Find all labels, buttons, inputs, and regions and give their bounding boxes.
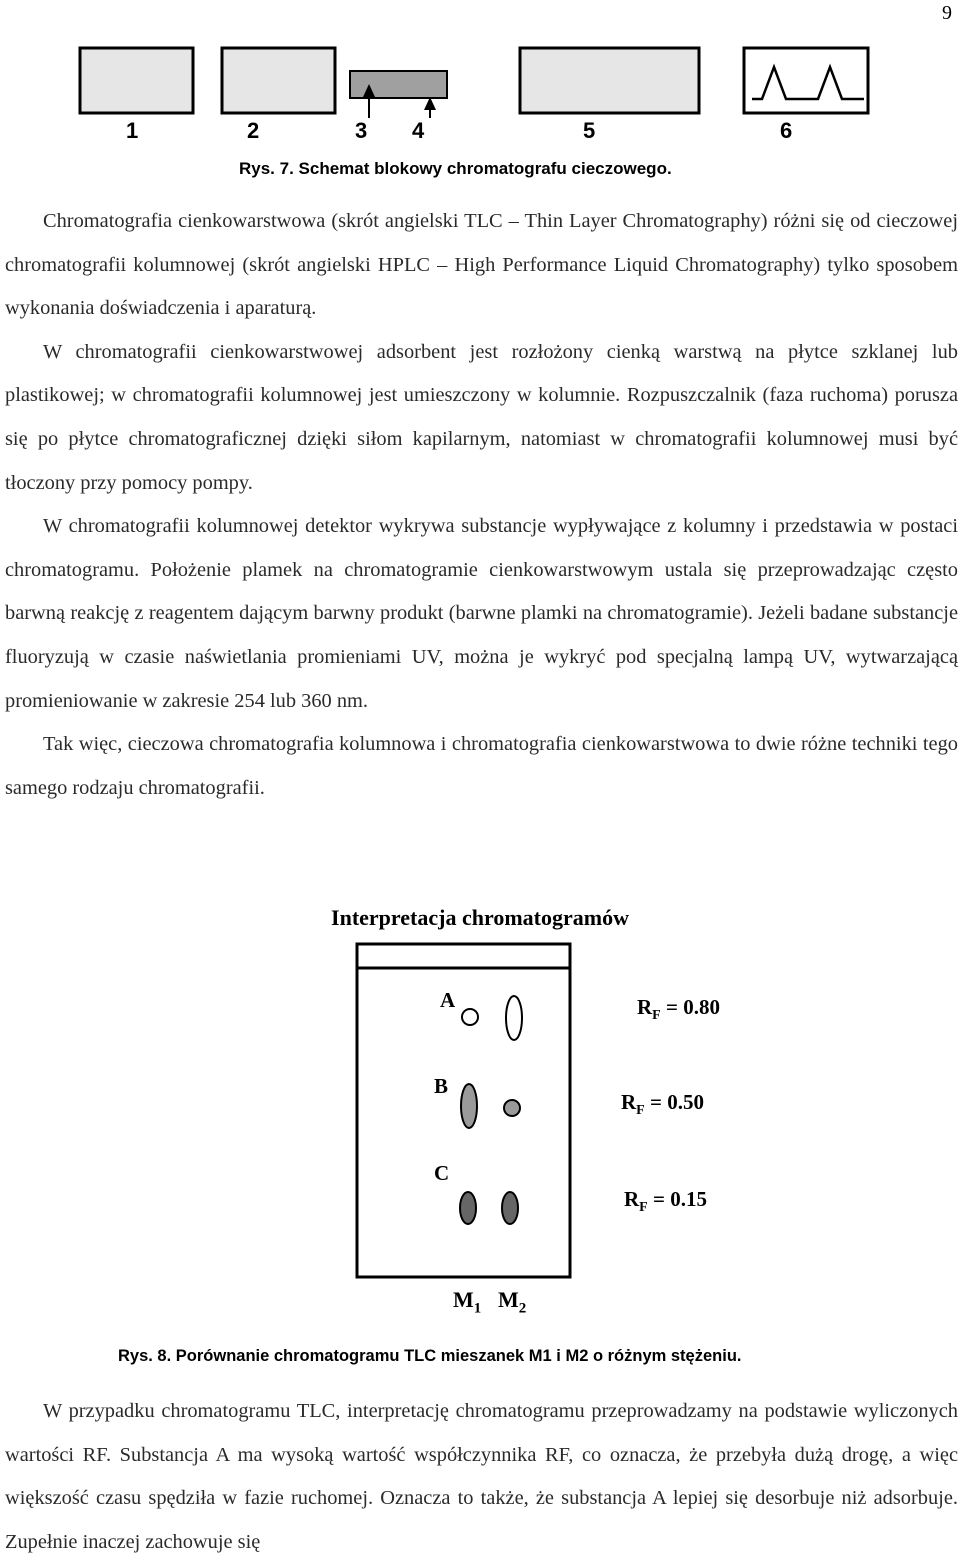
rf-label-b: $R_F = 0.50$ [621,1090,704,1119]
block-label-4: 4 [412,118,425,143]
body-text [5,200,958,810]
spot-a-m1 [462,1009,478,1025]
paragraph-1: Chromatografia cienkowarstwowa (skrót angielski TLC – Thin Layer Chromatography) różni się od cieczowej chromatografii kolumnowej (skrót angielski HPLC – High Performance Liquid Chromatography) tylko sposobem wykonania doświadczenia i aparaturą. [5,210,958,320]
block-diagram [0,0,960,200]
rf-label-a: $R_F = 0.80$ [637,995,720,1024]
paragraph-3: W chromatografii kolumnowej detektor wykrywa substancje wypływające z kolumny i przedstawia w postaci chromatogramu. Położenie plamek na chromatogramie cienkowarstwowym ustala się przeprowadzając często barwną reakcję z reagentem dającym barwny produkt (barwne plamki na chromatogramie). Jeżeli badane substancje fluoryzują w czasie naświetlania promieniami UV, można je wykryć pod specjalną lampą UV, wytwarzającą promieniowanie w zakresie 254 lub 360 nm. [5,515,958,712]
spot-b-m2 [504,1100,520,1116]
spot-label-c: C [434,1161,450,1185]
spot-a-m2 [506,996,522,1040]
block-label-6: 6 [780,118,793,143]
figure-7-caption: Rys. 7. Schemat blokowy chromatografu cieczowego. [239,159,672,178]
block-1 [80,48,193,113]
block-6-recorder [744,48,868,113]
tlc-plate-drawing [0,940,960,1320]
spot-b-m1 [461,1084,477,1128]
rf-label-c: $R_F = 0.15$ [624,1187,707,1216]
spot-label-a: A [440,988,456,1012]
paragraph-2: W chromatografii cienkowarstwowej adsorbent jest rozłożony cienką warstwą na płytce szklanej lub plastikowej; w chromatografii kolumnowej jest umieszczony w kolumnie. Rozpuszczalnik (faza ruchoma) porusza się po płytce chromatograficznej dzięki siłom kapilarnym, natomiast w chromatografii kolumnowej musi być tłoczony przy pomocy pompy. [5,340,958,494]
tlc-figure [0,940,960,1320]
block-label-1: 1 [126,118,139,143]
spot-c-m1 [460,1192,476,1224]
paragraph-4: Tak więc, cieczowa chromatografia kolumnowa i chromatografia cienkowarstwowa to dwie różne techniki tego samego rodzaju chromatografii. [5,733,958,799]
block-2 [222,48,335,113]
block-label-3: 3 [355,118,368,143]
block-label-5: 5 [583,118,596,143]
closing-text [5,1390,958,1564]
page-number: 9 [942,2,952,24]
spot-label-b: B [434,1074,449,1098]
figure-8-caption: Rys. 8. Porównanie chromatogramu TLC mieszanek M1 i M2 o różnym stężeniu. [118,1347,742,1365]
section-title: Interpretacja chromatogramów [331,905,629,930]
block-5-detector [520,48,699,113]
lane-label-m2: $M_2$ [498,1287,527,1317]
spot-c-m2 [502,1192,518,1224]
lane-label-m1: $M_1$ [453,1287,482,1317]
block-label-2: 2 [247,118,260,143]
paragraph-5: W przypadku chromatogramu TLC, interpretację chromatogramu przeprowadzamy na podstawie wyliczonych wartości RF. Substancja A ma wysoką wartość współczynnika RF, co oznacza, że przebyła dużą drogę, a więc większość czasu spędziła w fazie ruchomej. Oznacza to także, że substancja A lepiej się desorbuje niż adsorbuje. Zupełnie inaczej zachowuje się [5,1400,958,1553]
